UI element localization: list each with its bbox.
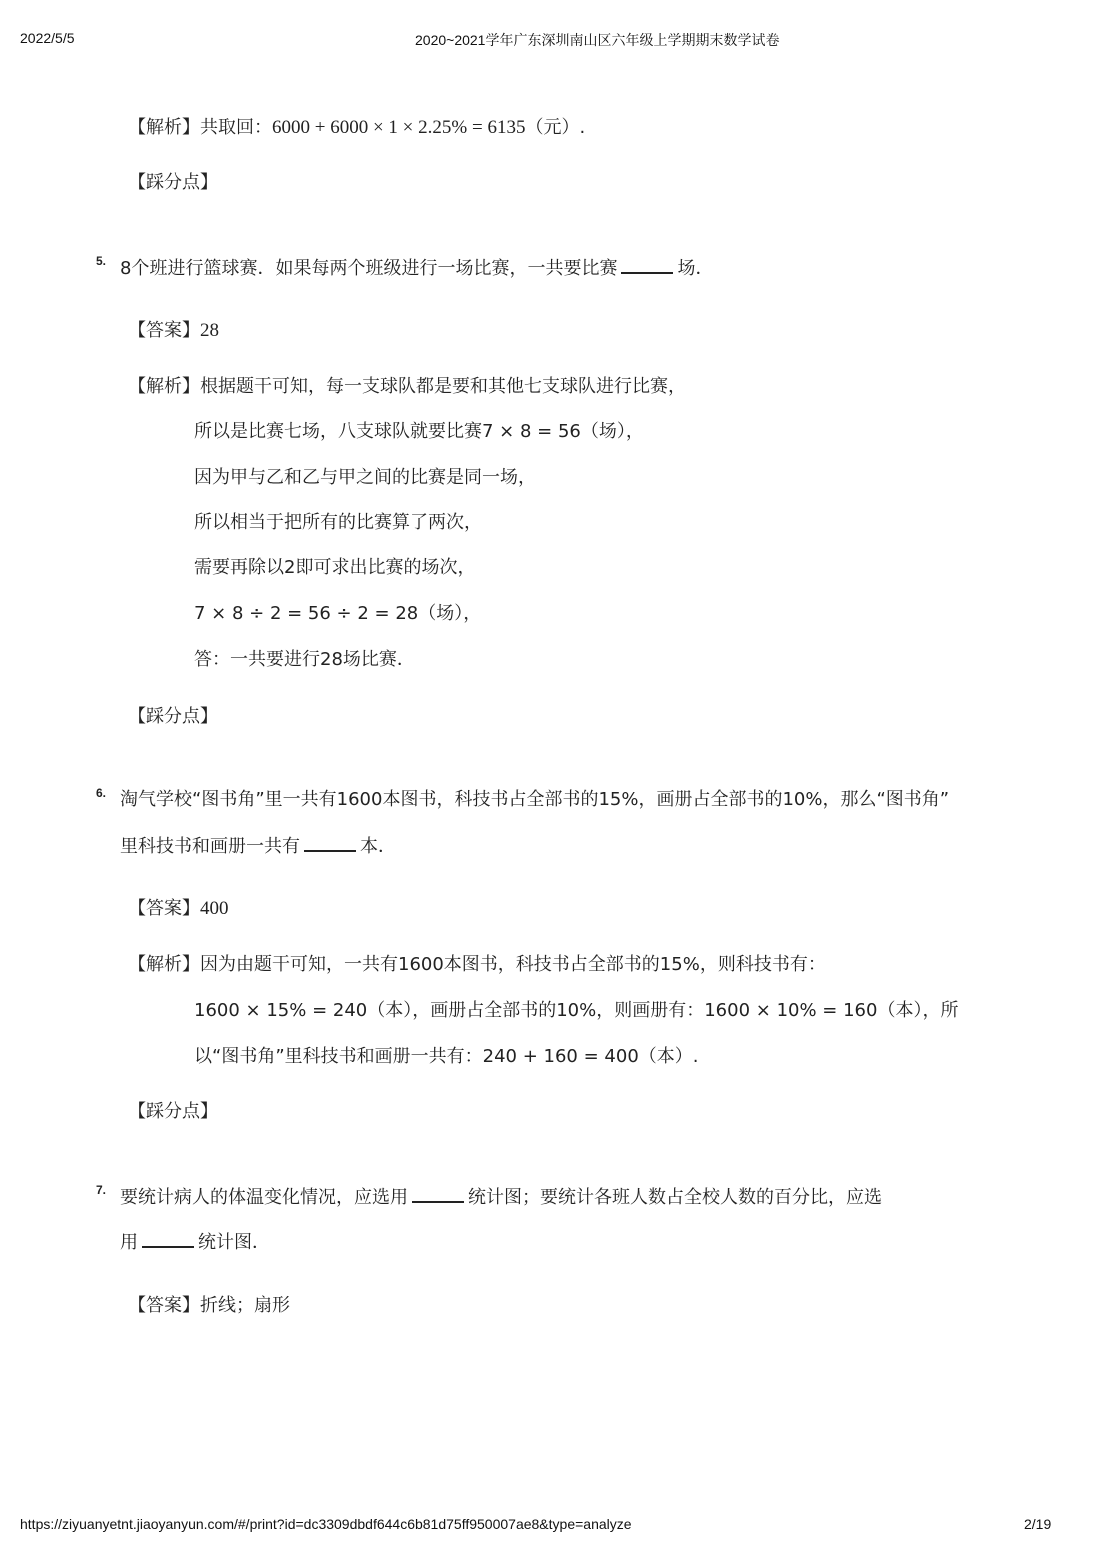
page-number: 2/19 (1024, 1516, 1052, 1532)
q5-analysis-line-5: 需要再除以2即可求出比赛的场次， (194, 557, 476, 578)
answer-label: 【答案】 (128, 898, 200, 919)
footer-url: https://ziyuanyetnt.jiaoyanyun.com/#/print?id=dc3309dbdf644c6b81d75ff950007ae8&type=analyze (20, 1516, 632, 1532)
q7-stem-line-2: 用 统计图． (120, 1232, 270, 1253)
q4-analysis-suffix: （元）. (525, 117, 586, 138)
q4-analysis-math: 6000 + 6000 × 1 × 2.25% = 6135 (272, 117, 526, 138)
q7-answer-blank-2 (142, 1230, 194, 1248)
q7-answer-value: 折线；扇形 (200, 1295, 290, 1316)
q4-analysis (128, 116, 585, 140)
q6-number: 6. (96, 786, 107, 800)
print-date: 2022/5/5 (20, 30, 75, 46)
q6-scoring-label: 【踩分点】 (128, 1101, 218, 1122)
q4-analysis-prefix: 共取回： (200, 117, 272, 138)
q6-answer-value: 400 (200, 898, 229, 919)
page-title: 2020~2021学年广东深圳南山区六年级上学期期末数学试卷 (415, 32, 780, 48)
q7-answer (128, 1294, 290, 1318)
answer-label: 【答案】 (128, 320, 200, 341)
q5-stem-pre: 8个班进行篮球赛．如果每两个班级进行一场比赛，一共要比赛 (120, 258, 618, 279)
q5-analysis-line-7: 答：一共要进行28场比赛． (194, 649, 415, 670)
analysis-label: 【解析】 (128, 376, 200, 397)
answer-label: 【答案】 (128, 1295, 200, 1316)
analysis-label: 【解析】 (128, 954, 200, 975)
q6-answer (128, 897, 229, 921)
analysis-label: 【解析】 (128, 117, 200, 138)
q6-stem-line-2: 里科技书和画册一共有 本． (120, 836, 396, 857)
q5-number: 5. (96, 254, 107, 268)
q5-stem-post: 场． (677, 258, 714, 279)
q5-answer-blank (621, 256, 673, 274)
q7-answer-blank-1 (412, 1185, 464, 1203)
q6-analysis-line-1: 【解析】因为由题干可知，一共有1600本图书，科技书占全部书的15%，则科技书有： (128, 954, 826, 975)
q6-analysis-line-2: 1600 × 15% = 240（本），画册占全部书的10%，则画册有：1600 × 10% = 160（本），所 (194, 1000, 959, 1021)
q5-stem (120, 256, 713, 281)
q4-scoring-label: 【踩分点】 (128, 172, 218, 193)
q5-scoring-label: 【踩分点】 (128, 706, 218, 727)
q5-analysis-line-2: 所以是比赛七场，八支球队就要比赛7 × 8 = 56（场）， (194, 421, 644, 442)
q6-stem-line-1: 淘气学校“图书角”里一共有1600本图书，科技书占全部书的15%，画册占全部书的10%，那么“图书角” (120, 789, 950, 810)
q5-answer (128, 319, 219, 343)
q7-number: 7. (96, 1183, 107, 1197)
q6-analysis-line-3: 以“图书角”里科技书和画册一共有：240 + 160 = 400（本）. (194, 1046, 699, 1067)
q5-analysis-line-1: 【解析】根据题干可知，每一支球队都是要和其他七支球队进行比赛， (128, 376, 686, 397)
q7-stem-line-1: 要统计病人的体温变化情况，应选用 统计图；要统计各班人数占全校人数的百分比，应选 (120, 1187, 882, 1208)
q6-answer-blank (304, 834, 356, 852)
q5-answer-value: 28 (200, 320, 219, 341)
q5-analysis-line-4: 所以相当于把所有的比赛算了两次， (194, 512, 482, 533)
q5-analysis-line-6: 7 × 8 ÷ 2 = 56 ÷ 2 = 28（场）， (194, 603, 482, 624)
q5-analysis-line-3: 因为甲与乙和乙与甲之间的比赛是同一场， (194, 467, 536, 488)
